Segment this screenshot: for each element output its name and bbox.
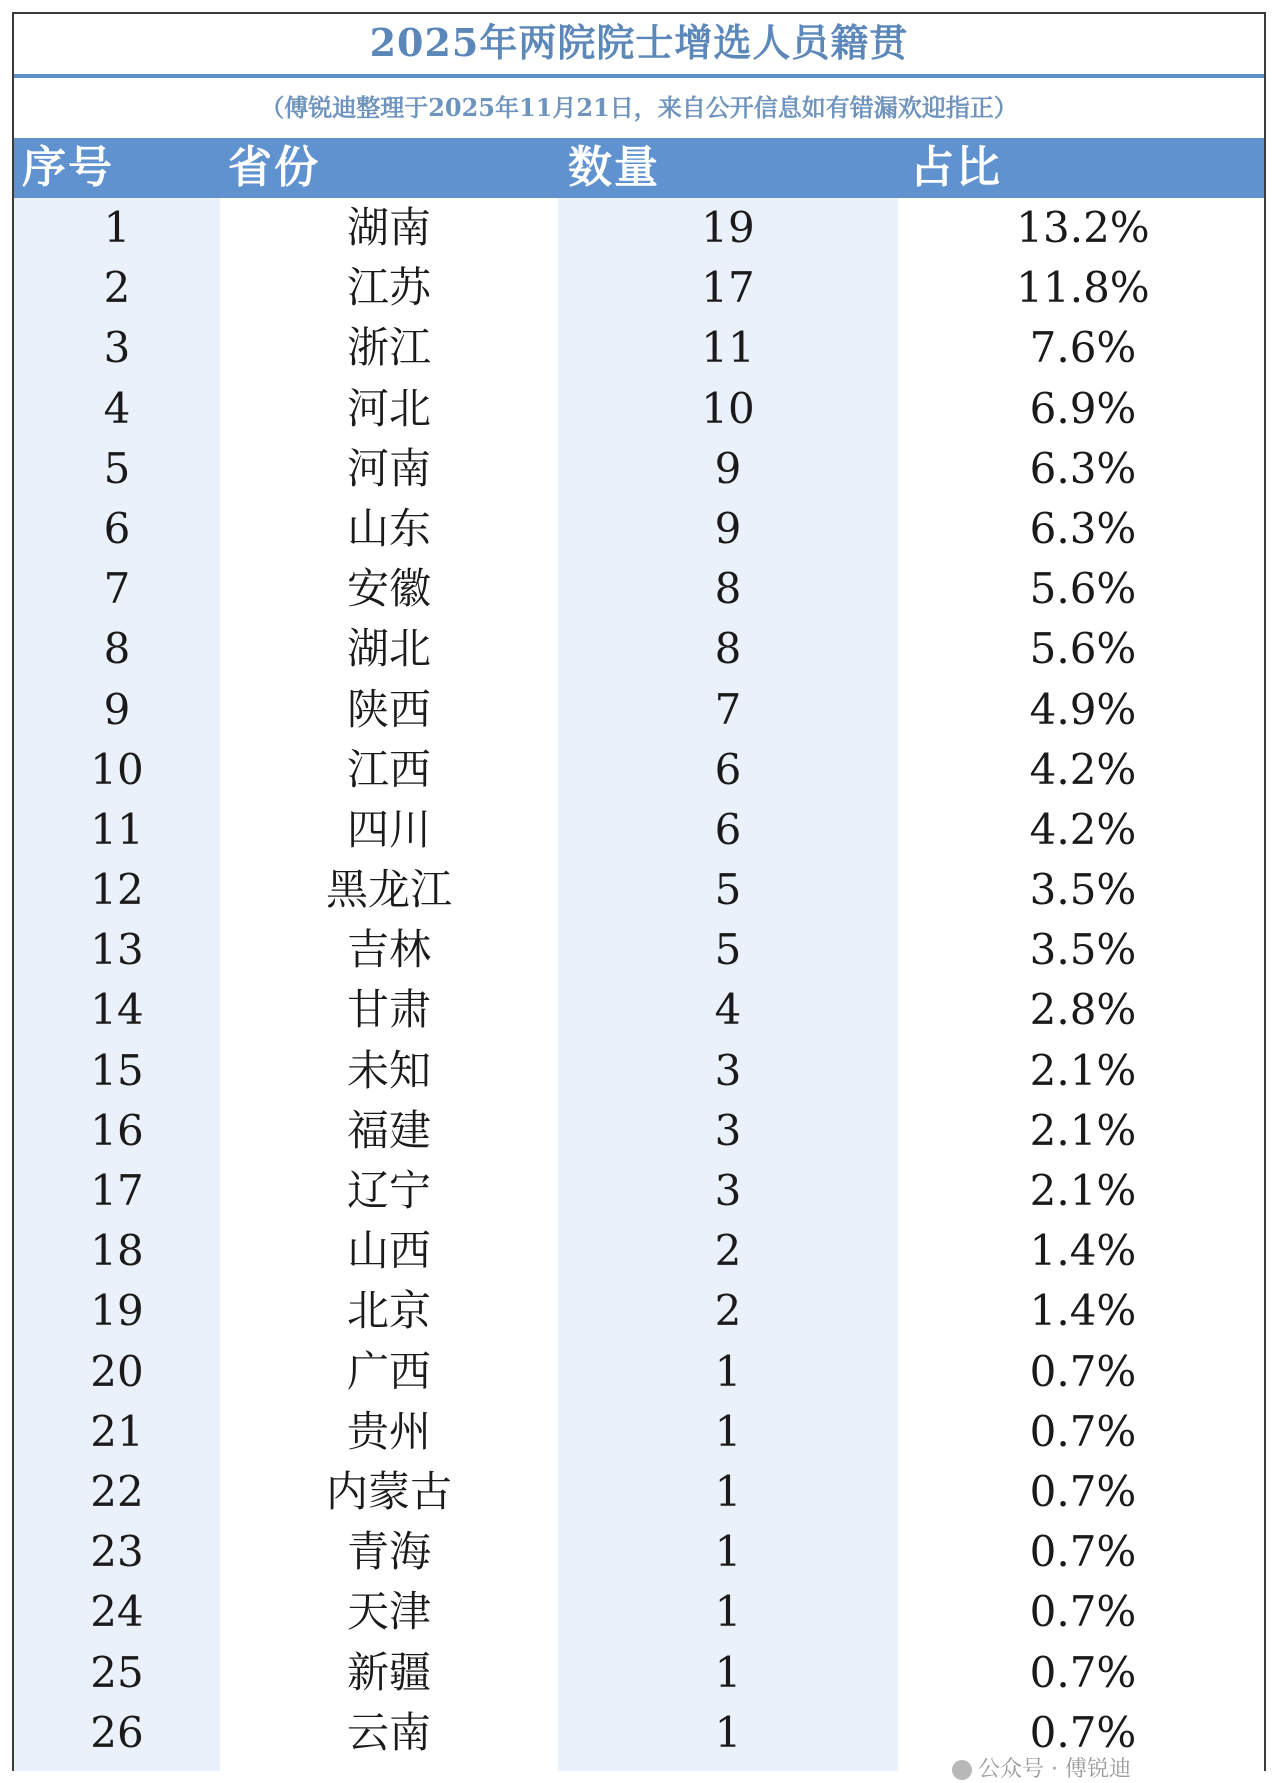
cell-seq: 21 — [90, 1406, 144, 1456]
column-header-seq: 序号 — [22, 142, 114, 193]
cell-seq: 12 — [90, 865, 144, 915]
cell-province: 未知 — [346, 1045, 431, 1095]
cell-seq: 20 — [90, 1346, 144, 1396]
cell-count: 7 — [714, 684, 742, 734]
cell-province: 湖南 — [346, 203, 431, 252]
cell-count: 11 — [701, 323, 755, 373]
cell-province: 山东 — [346, 503, 431, 553]
cell-count: 8 — [714, 564, 742, 614]
cell-count: 1 — [714, 1527, 742, 1577]
cell-count: 4 — [714, 985, 742, 1035]
cell-seq: 25 — [90, 1647, 144, 1697]
cell-ratio: 6.3% — [1029, 443, 1137, 493]
cell-province: 陕西 — [346, 684, 431, 734]
cell-count: 3 — [714, 1166, 742, 1215]
cell-province: 云南 — [346, 1707, 431, 1757]
table-row — [14, 1462, 1264, 1522]
cell-seq: 5 — [103, 443, 131, 493]
cell-ratio: 0.7% — [1029, 1527, 1137, 1577]
cell-ratio: 0.7% — [1029, 1707, 1137, 1757]
cell-ratio: 2.1% — [1029, 1166, 1137, 1215]
cell-count: 6 — [714, 744, 742, 794]
table-row — [14, 800, 1264, 860]
table-row — [14, 619, 1264, 679]
cell-seq: 2 — [103, 263, 131, 313]
cell-seq: 10 — [90, 744, 144, 794]
cell-count: 3 — [714, 1045, 742, 1095]
cell-province: 河南 — [346, 443, 431, 493]
cell-province: 广西 — [346, 1346, 431, 1396]
cell-count: 9 — [714, 443, 742, 493]
table-row — [14, 1582, 1264, 1642]
table-row — [14, 1281, 1264, 1341]
cell-ratio: 2.8% — [1029, 985, 1137, 1035]
cell-ratio: 4.2% — [1029, 804, 1137, 854]
cell-seq: 13 — [90, 925, 144, 975]
table-row — [14, 1041, 1264, 1101]
cell-count: 1 — [714, 1587, 742, 1637]
cell-count: 1 — [714, 1707, 742, 1757]
cell-ratio: 2.1% — [1029, 1045, 1137, 1095]
table-header — [14, 138, 1264, 198]
cell-ratio: 5.6% — [1029, 624, 1137, 674]
cell-seq: 14 — [90, 985, 144, 1035]
cell-province: 四川 — [346, 804, 431, 854]
cell-seq: 15 — [90, 1045, 144, 1095]
cell-seq: 7 — [103, 564, 131, 614]
cell-count: 19 — [701, 203, 755, 252]
table-row — [14, 1221, 1264, 1281]
cell-seq: 18 — [90, 1226, 144, 1276]
table-body — [14, 198, 1264, 1763]
title-divider — [14, 74, 1264, 78]
cell-province: 天津 — [346, 1587, 431, 1637]
table-row — [14, 258, 1264, 318]
cell-ratio: 6.3% — [1029, 503, 1137, 553]
cell-province: 甘肃 — [346, 985, 431, 1035]
column-header-ratio: 占比 — [910, 142, 1002, 193]
cell-count: 1 — [714, 1406, 742, 1456]
cell-count: 1 — [714, 1346, 742, 1396]
cell-seq: 8 — [103, 624, 131, 674]
cell-province: 河北 — [346, 383, 431, 433]
cell-count: 1 — [714, 1466, 742, 1516]
cell-province: 江苏 — [346, 263, 431, 313]
table-row — [14, 499, 1264, 559]
table-row — [14, 559, 1264, 619]
table-row — [14, 860, 1264, 920]
cell-province: 黑龙江 — [325, 865, 452, 915]
cell-seq: 17 — [90, 1166, 144, 1215]
cell-province: 辽宁 — [346, 1166, 431, 1215]
cell-count: 10 — [701, 383, 755, 433]
cell-ratio: 0.7% — [1029, 1587, 1137, 1637]
cell-province: 北京 — [346, 1286, 431, 1336]
cell-ratio: 4.2% — [1029, 744, 1137, 794]
cell-province: 贵州 — [346, 1406, 431, 1456]
table-row — [14, 379, 1264, 439]
cell-ratio: 1.4% — [1029, 1286, 1137, 1336]
cell-ratio: 13.2% — [1016, 203, 1150, 252]
table-row — [14, 1101, 1264, 1161]
cell-ratio: 3.5% — [1029, 925, 1137, 975]
cell-count: 3 — [714, 1105, 742, 1155]
cell-province: 新疆 — [346, 1647, 431, 1697]
cell-count: 1 — [714, 1647, 742, 1697]
cell-seq: 19 — [90, 1286, 144, 1336]
table-row — [14, 1342, 1264, 1402]
cell-seq: 1 — [103, 203, 131, 252]
cell-province: 福建 — [346, 1105, 431, 1155]
cell-ratio: 6.9% — [1029, 383, 1137, 433]
table-frame — [12, 12, 1266, 1771]
table-row — [14, 439, 1264, 499]
watermark — [952, 1752, 1131, 1783]
cell-province: 安徽 — [346, 564, 431, 614]
cell-count: 6 — [714, 804, 742, 854]
cell-ratio: 1.4% — [1029, 1226, 1137, 1276]
cell-ratio: 0.7% — [1029, 1406, 1137, 1456]
cell-province: 内蒙古 — [325, 1466, 452, 1516]
cell-count: 5 — [714, 925, 742, 975]
table-row — [14, 980, 1264, 1040]
cell-count: 2 — [714, 1286, 742, 1336]
page-title: 2025年两院院士增选人员籍贯 — [369, 20, 909, 65]
cell-province: 湖北 — [346, 624, 431, 674]
cell-count: 17 — [701, 263, 755, 313]
table-row — [14, 680, 1264, 740]
watermark-text: 公众号 · 傅锐迪 — [978, 1757, 1131, 1782]
cell-count: 2 — [714, 1226, 742, 1276]
cell-province: 青海 — [346, 1527, 431, 1577]
cell-ratio: 0.7% — [1029, 1647, 1137, 1697]
cell-count: 9 — [714, 503, 742, 553]
table-row — [14, 1643, 1264, 1703]
cell-ratio: 5.6% — [1029, 564, 1137, 614]
cell-count: 8 — [714, 624, 742, 674]
column-header-province: 省份 — [228, 142, 320, 193]
table-row — [14, 920, 1264, 980]
wechat-icon — [952, 1760, 972, 1780]
cell-seq: 9 — [103, 684, 131, 734]
cell-seq: 11 — [90, 804, 144, 854]
cell-seq: 4 — [103, 383, 131, 433]
table-row — [14, 1522, 1264, 1582]
page-subtitle: （傅锐迪整理于2025年11月21日，来自公开信息如有错漏欢迎指正） — [260, 93, 1018, 122]
cell-province: 山西 — [346, 1226, 431, 1276]
cell-seq: 3 — [103, 323, 131, 373]
column-header-count: 数量 — [568, 142, 660, 193]
table-row — [14, 1161, 1264, 1221]
cell-ratio: 4.9% — [1029, 684, 1137, 734]
table-row — [14, 740, 1264, 800]
cell-ratio: 7.6% — [1029, 323, 1137, 373]
table-row — [14, 318, 1264, 378]
cell-seq: 24 — [90, 1587, 144, 1637]
table-row — [14, 198, 1264, 258]
cell-seq: 16 — [90, 1105, 144, 1155]
cell-ratio: 0.7% — [1029, 1346, 1137, 1396]
cell-count: 5 — [714, 865, 742, 915]
cell-ratio: 3.5% — [1029, 865, 1137, 915]
cell-seq: 6 — [103, 503, 131, 553]
cell-ratio: 11.8% — [1016, 263, 1150, 313]
cell-ratio: 0.7% — [1029, 1466, 1137, 1516]
cell-province: 江西 — [346, 744, 431, 794]
cell-province: 吉林 — [346, 925, 431, 975]
cell-province: 浙江 — [346, 323, 431, 373]
cell-seq: 26 — [90, 1707, 144, 1757]
cell-seq: 23 — [90, 1527, 144, 1577]
cell-seq: 22 — [90, 1466, 144, 1516]
table-row — [14, 1402, 1264, 1462]
cell-ratio: 2.1% — [1029, 1105, 1137, 1155]
